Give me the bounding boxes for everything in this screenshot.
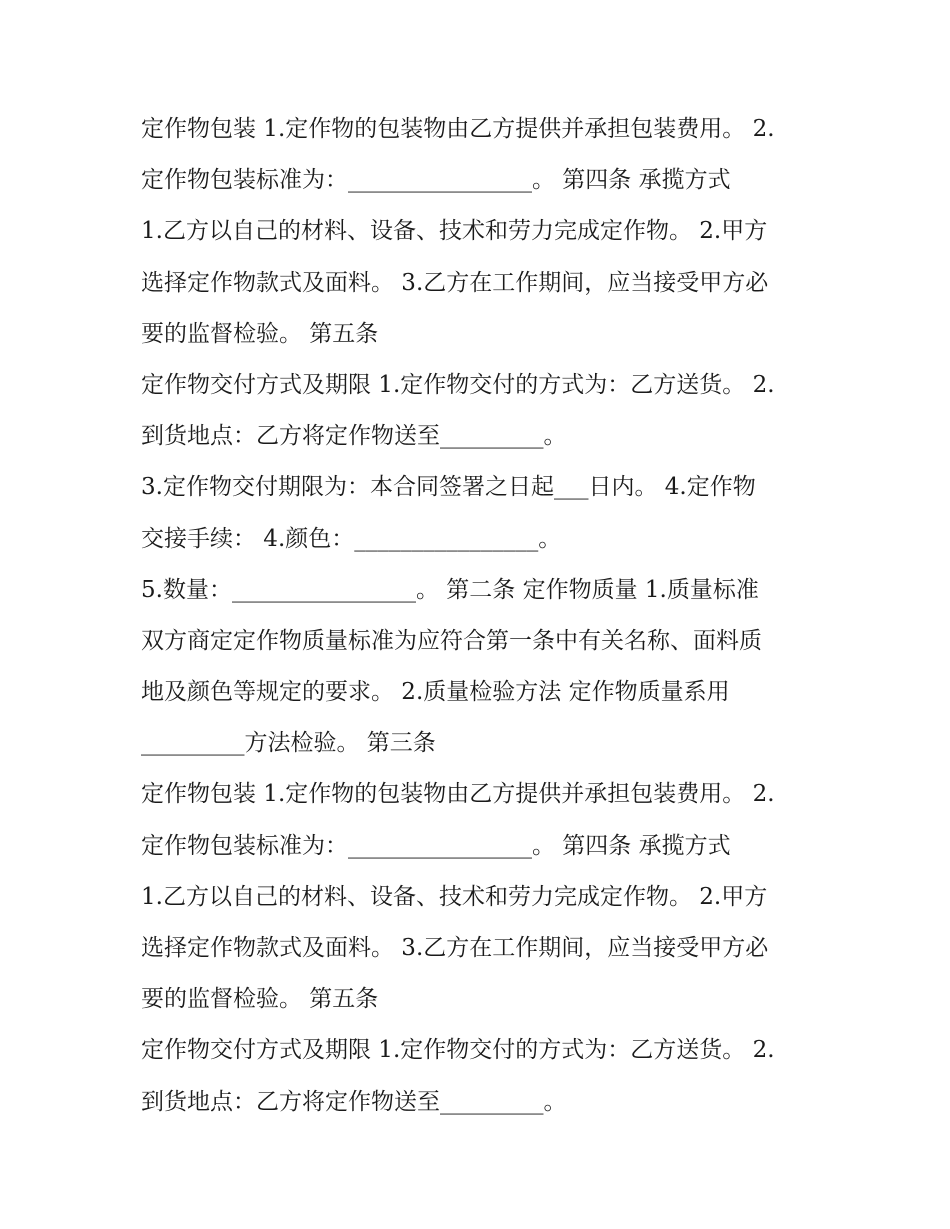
text-line: 定作物交付方式及期限 1.定作物交付的方式为：乙方送货。 2. [141,1037,775,1064]
text-line: 要的监督检验。 第五条 [141,986,379,1013]
text-line: _________方法检验。 第三条 [141,730,436,757]
text-line: 到货地点：乙方将定作物送至_________。 [141,423,567,450]
text-line: 要的监督检验。 第五条 [141,320,379,347]
text-line: 交接手续： 4.颜色：________________。 [141,525,562,552]
text-line: 定作物交付方式及期限 1.定作物交付的方式为：乙方送货。 2. [141,371,775,398]
text-line: 5.数量：________________。 第二条 定作物质量 1.质量标准 [141,576,759,603]
text-line: 选择定作物款式及面料。 3.乙方在工作期间，应当接受甲方必 [141,935,769,961]
text-line: 定作物包装标准为：________________。 第四条 承揽方式 [141,832,731,859]
text-line: 定作物包装标准为：________________。 第四条 承揽方式 [141,167,731,194]
contract-text [141,104,821,1128]
text-line: 1.乙方以自己的材料、设备、技术和劳力完成定作物。 2.甲方 [141,883,768,910]
text-line: 定作物包装 1.定作物的包装物由乙方提供并承担包装费用。 2. [141,781,775,808]
text-line: 3.定作物交付期限为：本合同签署之日起___日内。 4.定作物 [141,474,756,501]
text-line: 选择定作物款式及面料。 3.乙方在工作期间，应当接受甲方必 [141,269,769,296]
text-line: 地及颜色等规定的要求。 2.质量检验方法 定作物质量系用 [141,679,730,706]
text-line: 1.乙方以自己的材料、设备、技术和劳力完成定作物。 2.甲方 [141,218,768,245]
text-line: 定作物包装 1.定作物的包装物由乙方提供并承担包装费用。 2. [141,116,775,142]
text-line: 双方商定定作物质量标准为应符合第一条中有关名称、面料质 [141,627,762,654]
text-line: 到货地点：乙方将定作物送至_________。 [141,1088,567,1115]
